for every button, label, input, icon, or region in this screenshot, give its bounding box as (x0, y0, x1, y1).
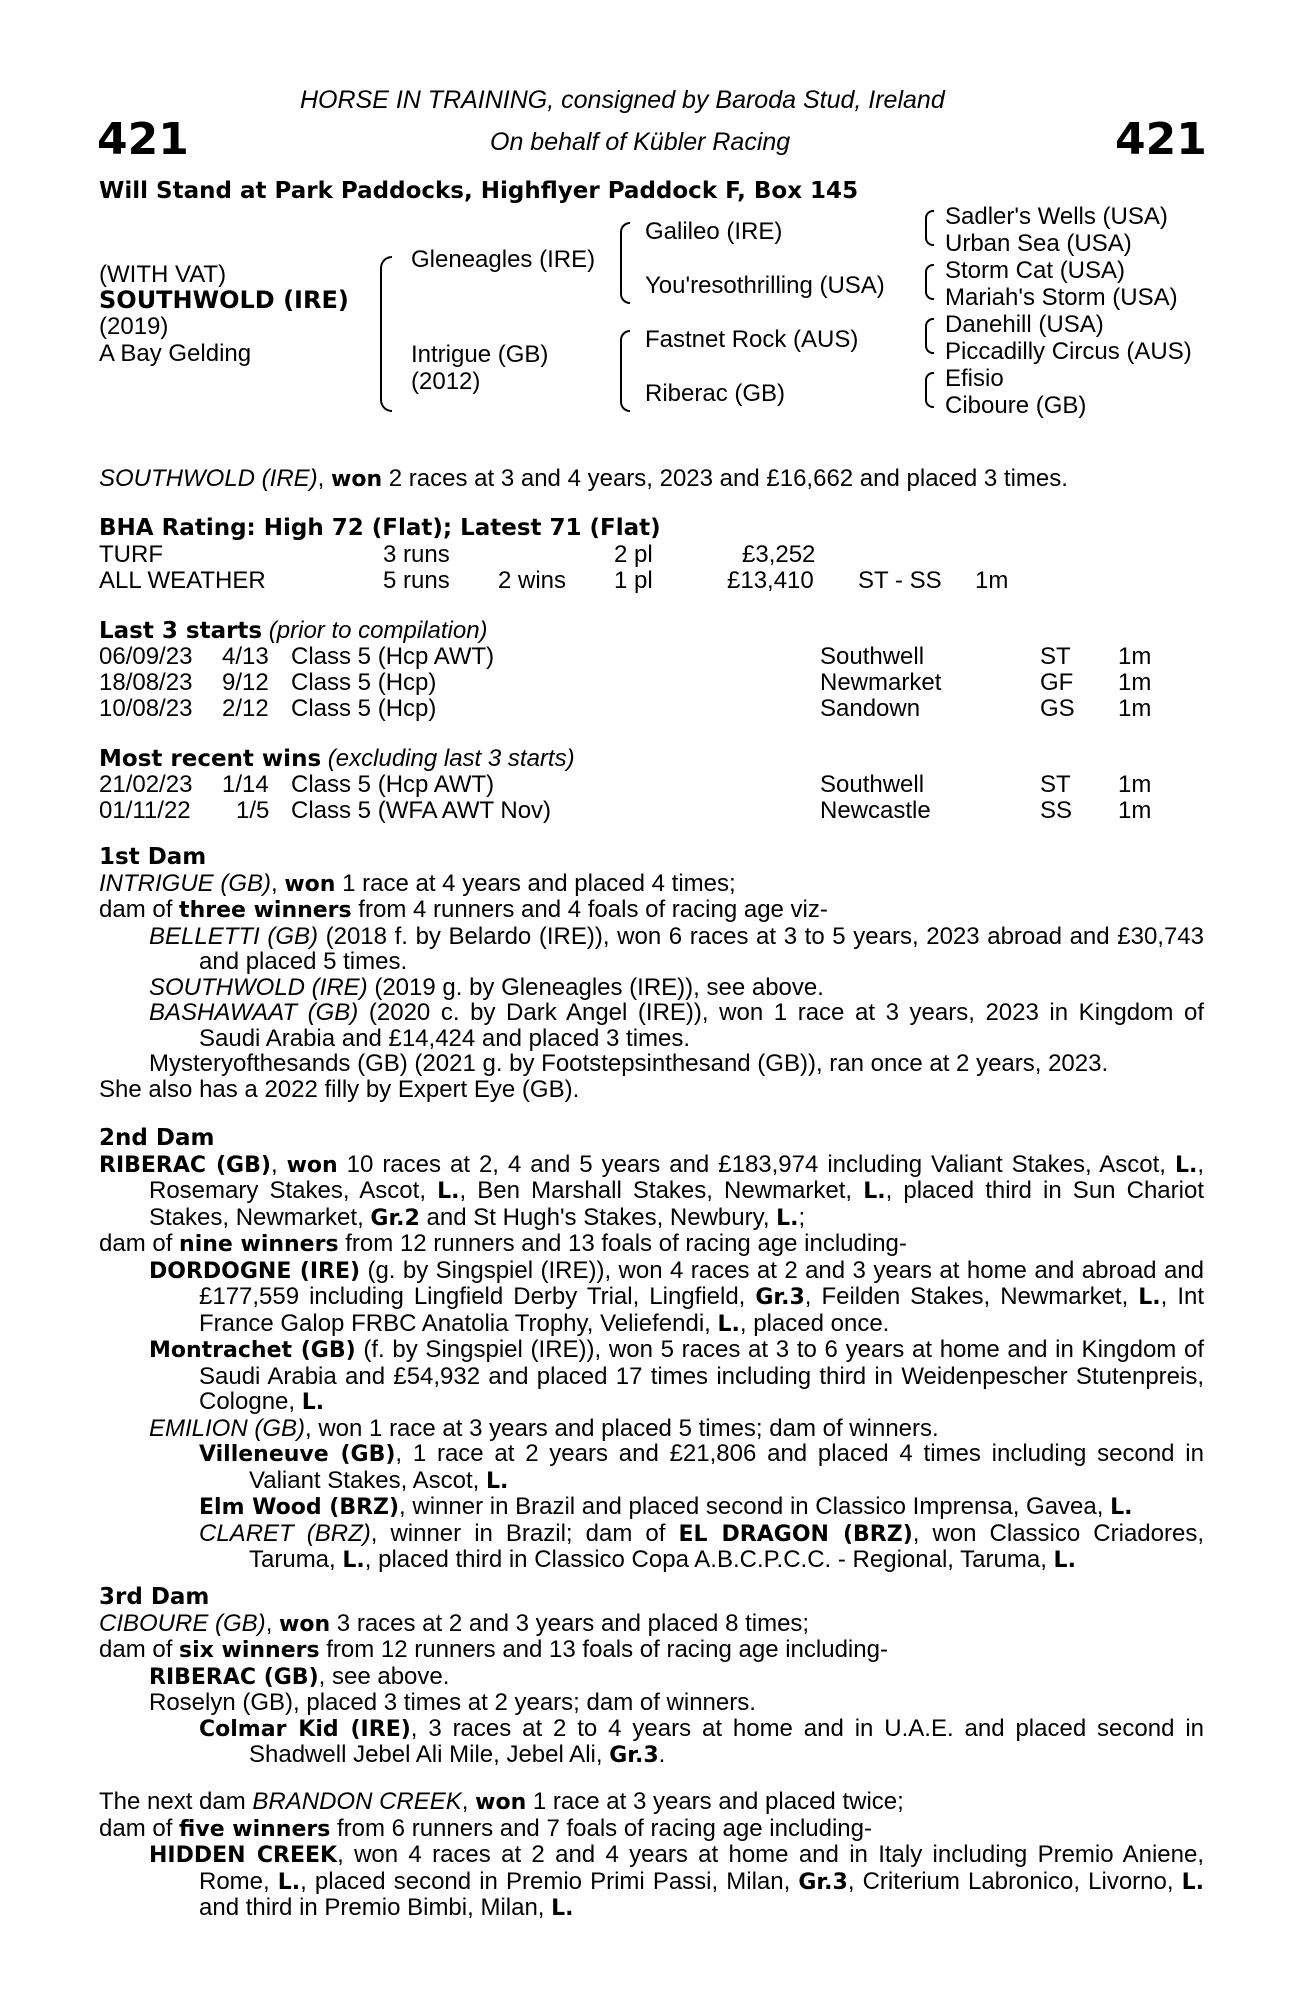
dam-sire: Fastnet Rock (AUS) (645, 326, 859, 353)
win-course: Southwell (820, 771, 925, 798)
start-going: GF (1040, 669, 1074, 696)
dam: Intrigue (GB) (411, 341, 549, 368)
win-course: Newcastle (820, 797, 931, 824)
produce-name: SOUTHWOLD (IRE) (149, 973, 368, 1001)
produce-name: BASHAWAAT (GB) (149, 999, 359, 1026)
pedigree-bracket-g3-1 (925, 210, 934, 246)
recent-wins-heading (99, 747, 575, 771)
last3-title: Last 3 starts (99, 618, 263, 644)
win-date: 21/02/23 (99, 771, 193, 798)
consignor-line: HORSE IN TRAINING, consigned by Baroda Stud, Ireland (300, 86, 945, 114)
produce-record: , Criterium Labronico, Livorno, (847, 1867, 1182, 1895)
produce-text: from 6 runners and 7 foals of racing age including- (330, 1814, 872, 1842)
listed-marker: L. (486, 1468, 509, 1494)
listed-marker: L. (437, 1179, 460, 1204)
start-position: 4/13 (222, 643, 269, 670)
pedigree-bracket-g3-3 (925, 318, 934, 354)
last3-note: (prior to compilation) (262, 617, 488, 644)
recent-win-row (0, 799, 1314, 825)
dam-dam-dam: Ciboure (GB) (945, 392, 1087, 419)
rating-surface: ALL WEATHER (99, 567, 266, 594)
second-dam-record: RIBERAC (GB), won 10 races at 2, 4 and 5 years and £183,974 including Valiant Stakes, Ascot, L., Rosemary Stakes, Ascot, L., Ben Marshall Stakes, Newmarket, L., placed third in Sun Chariot Stakes, Newmarket, Gr.2 and St Hugh's Stakes, Newbury, L.; (99, 1150, 1204, 1231)
win-going: SS (1040, 797, 1073, 824)
produce-record: , Int France Galop FRBC Anatolia Trophy, Veliefendi, (199, 1283, 1205, 1337)
dam-record-text: 1 race at 4 years and placed 4 times; (335, 869, 736, 897)
next-dam-text: The next dam (99, 1788, 253, 1815)
listed-marker: L. (1174, 1152, 1198, 1178)
produce-name: EL DRAGON (BRZ) (678, 1521, 913, 1547)
summary-won: won (331, 467, 383, 492)
rating-going: ST - SS (858, 567, 942, 594)
start-position: 2/12 (222, 695, 269, 722)
on-behalf-line: On behalf of Kübler Racing (490, 128, 791, 156)
sire-dam: You'resothrilling (USA) (645, 272, 885, 299)
group3-marker: Gr.3 (798, 1869, 848, 1895)
start-date: 06/09/23 (99, 643, 193, 670)
dam-of-text: dam of (99, 896, 180, 923)
produce-record: (2018 f. by Belardo (IRE)), won 6 races at 3 to 5 years, 2023 abroad and £30,743 and placed 5 times. (199, 922, 1205, 975)
record-text: , Rosemary Stakes, Ascot, (149, 1150, 1204, 1204)
pedigree-bracket-gen1 (380, 256, 392, 412)
grandproduce-villeneuve (199, 1441, 1204, 1494)
rating-placed: 2 pl (614, 541, 653, 568)
sire-sire-dam: Urban Sea (USA) (945, 230, 1132, 257)
second-dam-heading: 2nd Dam (99, 1125, 215, 1151)
vat-note: (WITH VAT) (99, 261, 227, 288)
produce-emilion (149, 1416, 1204, 1442)
grandproduce-elm-wood (199, 1494, 1204, 1521)
dam-of-text: dam of (99, 1230, 180, 1257)
dam-dam-sire: Efisio (945, 365, 1004, 392)
race-summary: SOUTHWOLD (IRE), won 2 races at 3 and 4 years, 2023 and £16,662 and placed 3 times. (99, 465, 1068, 492)
rating-prize: £3,252 (742, 541, 816, 568)
start-going: GS (1040, 695, 1075, 722)
produce-text: from 4 runners and 4 foals of racing age viz- (351, 896, 828, 923)
start-race: Class 5 (Hcp) (291, 669, 437, 696)
produce-record: and third in Premio Bimbi, Milan, (199, 1894, 552, 1921)
start-course: Sandown (820, 695, 921, 722)
second-dam-produce-line (99, 1231, 1204, 1258)
horse-year: (2019) (99, 313, 169, 340)
rating-surface: TURF (99, 541, 163, 568)
win-going: ST (1040, 771, 1071, 798)
sire-dam-dam: Mariah's Storm (USA) (945, 284, 1178, 311)
lot-number-left: 421 (97, 114, 189, 165)
produce-record: (2020 c. by Dark Angel (IRE)), won 1 race at 3 years, 2023 in Kingdom of Saudi Arabia and £14,424 and placed 3 times. (199, 999, 1205, 1052)
listed-marker: L. (342, 1548, 365, 1573)
listed-marker: L. (717, 1311, 740, 1337)
start-course: Newmarket (820, 669, 942, 696)
start-race: Class 5 (Hcp) (291, 695, 437, 722)
first-dam-heading: 1st Dam (99, 844, 207, 870)
start-position: 9/12 (222, 669, 269, 696)
win-position: 1/5 (236, 797, 270, 824)
sire-sire-sire: Sadler's Wells (USA) (945, 203, 1168, 230)
dam-name: RIBERAC (GB) (99, 1152, 271, 1178)
produce-name: EMILION (GB) (149, 1414, 306, 1442)
record-text: 1 race at 3 years and placed twice; (526, 1788, 904, 1815)
produce-bashawaat (149, 1000, 1204, 1051)
dam-name: CIBOURE (GB) (99, 1609, 266, 1637)
produce-name: Villeneuve (GB) (199, 1442, 396, 1467)
pedigree-bracket-g3-2 (925, 264, 934, 300)
recent-win-row (0, 773, 1314, 799)
listed-marker: L. (1181, 1869, 1205, 1895)
produce-text: from 12 runners and 13 foals of racing age including- (319, 1636, 888, 1663)
produce-riberac (149, 1664, 1204, 1691)
first-dam-produce-line (99, 897, 1204, 924)
next-dam-section (99, 1789, 1204, 1922)
start-date: 10/08/23 (99, 695, 193, 722)
listed-marker: L. (1138, 1285, 1161, 1310)
produce-record: , placed second in Premio Primi Passi, Milan, (300, 1867, 799, 1895)
won-label: won (286, 1152, 338, 1178)
summary-text: 2 races at 3 and 4 years, 2023 and £16,662 and placed 3 times. (382, 465, 1068, 492)
produce-name: Colmar Kid (IRE) (199, 1716, 411, 1742)
start-going: ST (1040, 643, 1071, 670)
dam-of-text: dam of (99, 1636, 180, 1663)
produce-record: , placed once. (739, 1309, 890, 1337)
produce-record: (g. by Singspiel (IRE)), won 4 races at 2 and 3 years at home and abroad and £177,559 including Lingfield Derby Trial, Lingfield, (199, 1256, 1204, 1310)
win-distance: 1m (1118, 797, 1152, 824)
produce-record: , winner in Brazil; dam of (370, 1519, 679, 1547)
group2-marker: Gr.2 (370, 1205, 420, 1231)
start-date: 18/08/23 (99, 669, 193, 696)
third-dam-record: CIBOURE (GB), won 3 races at 2 and 3 years and placed 8 times; (99, 1609, 810, 1637)
produce-record: (f. by Singspiel (IRE)), won 5 races at 3 to 6 years at home and in Kingdom of Saudi Arabia and £54,932 and placed 17 times including third in Weidenpescher Stutenpreis, Cologne, (199, 1336, 1204, 1415)
third-dam-section (99, 1585, 1204, 1769)
dam-name: INTRIGUE (GB) (99, 869, 271, 897)
rating-distance: 1m (975, 567, 1009, 594)
listed-marker: L. (301, 1390, 325, 1415)
win-position: 1/14 (222, 771, 269, 798)
listed-marker: L. (776, 1205, 799, 1231)
produce-dordogne (149, 1258, 1204, 1338)
won-label: won (279, 1611, 331, 1637)
rating-runs: 5 runs (383, 567, 450, 594)
dam-dam: Riberac (GB) (645, 380, 786, 407)
last3-row (0, 671, 1314, 697)
bha-rating: BHA Rating: High 72 (Flat); Latest 71 (Flat) (99, 515, 661, 541)
start-distance: 1m (1118, 695, 1152, 722)
grandproduce-colmar-kid (199, 1716, 1204, 1769)
produce-record: , see above. (318, 1662, 450, 1690)
produce-mysteryofthesands: Mysteryofthesands (GB) (2021 g. by Footstepsinthesand (GB)), ran once at 2 years, 2023. (149, 1050, 1109, 1077)
win-race: Class 5 (Hcp AWT) (291, 771, 495, 798)
record-text: , placed third in Sun Chariot Stakes, Newmarket, (149, 1177, 1204, 1231)
punctuation: . (658, 1741, 666, 1768)
win-distance: 1m (1118, 771, 1152, 798)
rating-runs: 3 runs (383, 541, 450, 568)
rating-row-allweather (0, 569, 1314, 595)
produce-montrachet (149, 1337, 1204, 1416)
sire-dam-sire: Storm Cat (USA) (945, 257, 1126, 284)
produce-2022-filly: She also has a 2022 filly by Expert Eye (GB). (99, 1075, 580, 1103)
record-text: , Ben Marshall Stakes, Newmarket, (459, 1177, 864, 1204)
produce-name: Montrachet (GB) (149, 1338, 356, 1363)
produce-name: RIBERAC (GB) (149, 1664, 319, 1690)
produce-record: , won 1 race at 3 years and placed 5 times; dam of winners. (305, 1414, 939, 1442)
produce-name: CLARET (BRZ) (199, 1519, 371, 1547)
lot-number-right: 421 (1115, 114, 1207, 165)
pedigree-bracket-sire (620, 222, 630, 304)
winners-count: three winners (179, 898, 352, 923)
dam-sire-dam: Piccadilly Circus (AUS) (945, 338, 1192, 365)
won-label: won (284, 871, 336, 897)
pedigree-bracket-g3-4 (925, 372, 934, 408)
record-text: and St Hugh's Stakes, Newbury, (419, 1203, 777, 1231)
produce-hidden-creek (149, 1842, 1204, 1922)
listed-marker: L. (277, 1869, 301, 1895)
record-text: 10 races at 2, 4 and 5 years and £183,974 including Valiant Stakes, Ascot, (337, 1150, 1175, 1178)
listed-marker: L. (1110, 1495, 1133, 1520)
record-text: 3 races at 2 and 3 years and placed 8 times; (330, 1609, 810, 1637)
punctuation: ; (798, 1203, 806, 1231)
listed-marker: L. (863, 1179, 886, 1204)
winners-count: six winners (179, 1638, 320, 1663)
last3-row (0, 645, 1314, 671)
won-label: won (475, 1790, 527, 1815)
produce-text: from 12 runners and 13 foals of racing age including- (338, 1230, 907, 1257)
summary-horse-name: SOUTHWOLD (IRE) (99, 465, 318, 492)
produce-record: , placed third in Classico Copa A.B.C.P.C.C. - Regional, Taruma, (364, 1546, 1054, 1573)
third-dam-heading: 3rd Dam (99, 1584, 210, 1610)
produce-record: , 1 race at 2 years and £21,806 and placed 4 times including second in Valiant Stakes, Ascot, (249, 1440, 1204, 1494)
recent-wins-title: Most recent wins (99, 746, 322, 772)
produce-record: , won Classico Criadores, Taruma, (249, 1519, 1204, 1573)
winners-count: nine winners (179, 1232, 339, 1257)
start-course: Southwell (820, 643, 925, 670)
rating-row-turf (0, 543, 1314, 569)
start-race: Class 5 (Hcp AWT) (291, 643, 495, 670)
produce-record: , Feilden Stakes, Newmarket, (804, 1283, 1139, 1310)
dam-of-text: dam of (99, 1814, 180, 1842)
next-dam-record: The next dam BRANDON CREEK, won 1 race at 3 years and placed twice; (99, 1788, 904, 1815)
last3-row (0, 697, 1314, 723)
group3-marker: Gr.3 (755, 1285, 805, 1310)
produce-name: DORDOGNE (IRE) (149, 1258, 361, 1284)
sire: Gleneagles (IRE) (411, 246, 596, 273)
grandproduce-claret (199, 1521, 1204, 1574)
start-distance: 1m (1118, 669, 1152, 696)
dam-sire-sire: Danehill (USA) (945, 311, 1104, 338)
stand-location: Will Stand at Park Paddocks, Highflyer Paddock F, Box 145 (99, 178, 859, 204)
rating-wins: 2 wins (498, 567, 567, 594)
first-dam-record: INTRIGUE (GB), won 1 race at 4 years and placed 4 times; (99, 869, 736, 897)
rating-placed: 1 pl (614, 567, 653, 594)
last3-heading (99, 619, 488, 643)
rating-prize: £13,410 (727, 567, 814, 594)
first-dam-section (99, 845, 1204, 1102)
produce-name: HIDDEN CREEK (149, 1843, 338, 1868)
group3-marker: Gr.3 (609, 1743, 659, 1768)
start-distance: 1m (1118, 643, 1152, 670)
produce-record: , winner in Brazil and placed second in Classico Imprensa, Gavea, (399, 1493, 1111, 1520)
produce-record: (2019 g. by Gleneagles (IRE)), see above. (367, 973, 824, 1001)
listed-marker: L. (551, 1896, 574, 1921)
recent-wins-note: (excluding last 3 starts) (321, 745, 575, 772)
produce-name: BELLETTI (GB) (149, 922, 318, 950)
produce-record: , 3 races at 2 to 4 years at home and in U.A.E. and placed second in Shadwell Jebel Ali Mile, Jebel Ali, (249, 1714, 1205, 1768)
produce-roselyn: Roselyn (GB), placed 3 times at 2 years; dam of winners. (149, 1689, 756, 1716)
dam-name: BRANDON CREEK (252, 1788, 462, 1815)
pedigree-bracket-dam (620, 330, 630, 412)
third-dam-produce-line (99, 1637, 1204, 1664)
winners-count: five winners (179, 1816, 331, 1842)
produce-southwold (149, 975, 1204, 1001)
win-date: 01/11/22 (99, 797, 191, 824)
produce-belletti (149, 924, 1204, 975)
listed-marker: L. (1053, 1548, 1076, 1573)
sire-sire: Galileo (IRE) (645, 218, 783, 245)
dam-year: (2012) (411, 368, 481, 395)
produce-name: Elm Wood (BRZ) (199, 1495, 400, 1520)
win-race: Class 5 (WFA AWT Nov) (291, 797, 552, 824)
produce-record: , won 4 races at 2 and 4 years at home and in Italy including Premio Aniene, Rome, (199, 1841, 1204, 1895)
horse-description: A Bay Gelding (99, 340, 252, 367)
next-dam-produce-line (99, 1816, 1204, 1843)
second-dam-section (99, 1126, 1204, 1574)
horse-name: SOUTHWOLD (IRE) (99, 286, 349, 314)
